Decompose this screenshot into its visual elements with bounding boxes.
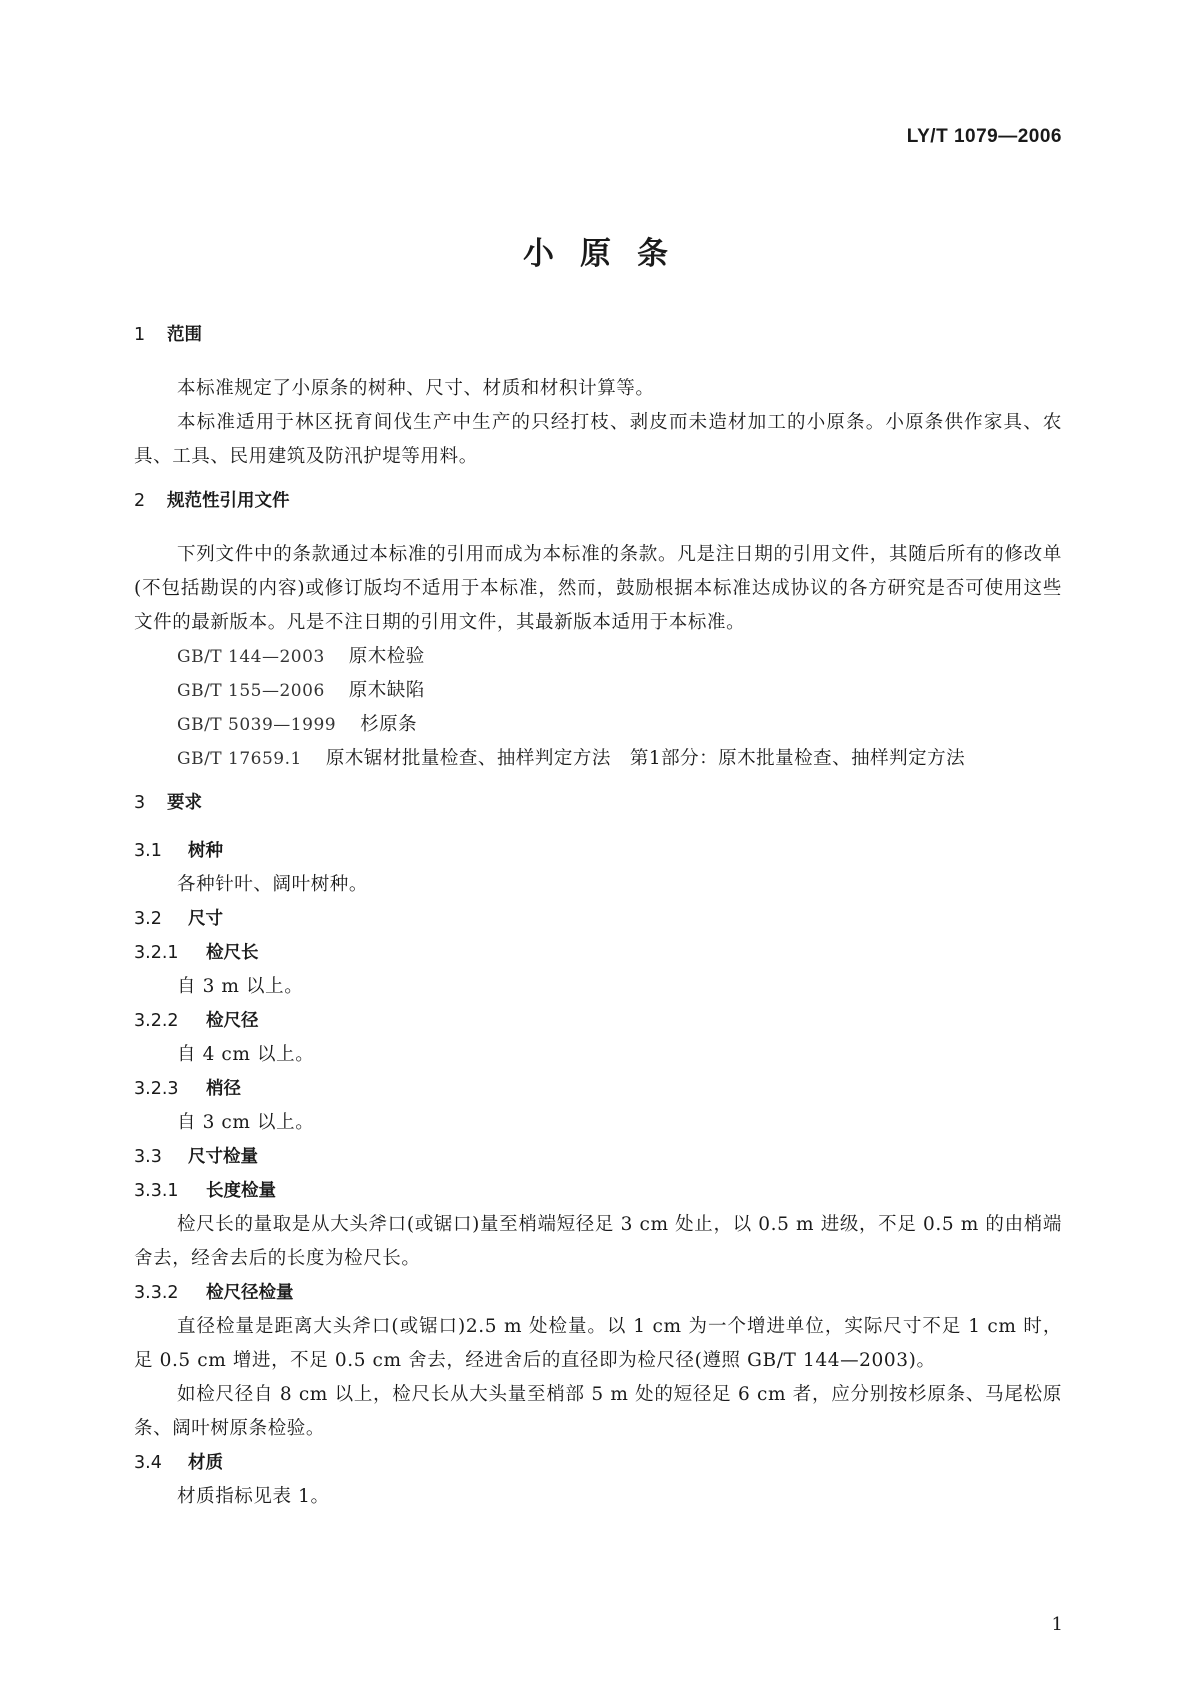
document-title: 小原条 — [523, 236, 694, 272]
paragraph: 下列文件中的条款通过本标准的引用而成为本标准的条款。凡是注日期的引用文件，其随后所有的修改单(不包括勘误的内容)或修订版均不适用于本标准，然而，鼓励根据本标准达成协议的各方研究是否可使用这些文件的最新版本。凡是不注日期的引用文件，其最新版本适用于本标准。 — [134, 544, 1062, 633]
reference-name: 原木锯材批量检查、抽样判定方法 第1部分：原木批量检查、抽样判定方法 — [325, 748, 966, 769]
section-number: 3.2.3 — [134, 1079, 179, 1099]
paragraph: 材质指标见表 1。 — [177, 1486, 330, 1507]
subsection-heading-3-2-3 — [134, 1072, 1062, 1106]
section-number: 3.2.2 — [134, 1011, 179, 1031]
section-number: 3.1 — [134, 841, 162, 861]
subsection-heading-3-3-2 — [134, 1276, 1062, 1310]
paragraph: 本标准适用于林区抚育间伐生产中生产的只经打枝、剥皮而未造材加工的小原条。小原条供作家具、农具、工具、民用建筑及防汛护堤等用料。 — [134, 412, 1062, 467]
section-title: 范围 — [167, 325, 202, 345]
reference-name: 原木缺陷 — [348, 680, 425, 701]
reference-name: 原木检验 — [348, 646, 425, 667]
section-number: 3.4 — [134, 1453, 162, 1473]
standard-code: LY/T 1079—2006 — [906, 126, 1062, 147]
normative-reference — [134, 742, 1062, 776]
subsection-heading-3-3-1 — [134, 1174, 1062, 1208]
subsection-heading-3-1 — [134, 834, 1062, 868]
reference-code: GB/T 5039—1999 — [177, 715, 337, 735]
paragraph: 自 4 cm 以上。 — [177, 1044, 315, 1065]
section-number: 3.2.1 — [134, 943, 179, 963]
reference-code: GB/T 17659.1 — [177, 749, 302, 769]
section-title: 检尺径检量 — [206, 1283, 294, 1303]
paragraph: 各种针叶、阔叶树种。 — [177, 874, 369, 895]
section-title: 材质 — [188, 1453, 223, 1473]
section-number: 3 — [134, 793, 146, 813]
section-title: 梢径 — [206, 1079, 241, 1099]
normative-reference — [134, 708, 1062, 742]
page-number: 1 — [1051, 1614, 1063, 1635]
section-title: 检尺径 — [206, 1011, 259, 1031]
subsection-heading-3-2 — [134, 902, 1062, 936]
section-title: 树种 — [188, 841, 223, 861]
subsection-heading-3-3 — [134, 1140, 1062, 1174]
section-heading-2 — [134, 484, 1062, 518]
normative-reference — [134, 640, 1062, 674]
paragraph: 自 3 cm 以上。 — [177, 1112, 315, 1133]
paragraph: 本标准规定了小原条的树种、尺寸、材质和材积计算等。 — [177, 378, 655, 399]
section-title: 要求 — [167, 793, 202, 813]
reference-code: GB/T 144—2003 — [177, 647, 325, 667]
reference-name: 杉原条 — [360, 714, 418, 735]
paragraph: 自 3 m 以上。 — [177, 976, 304, 997]
paragraph: 如检尺径自 8 cm 以上，检尺长从大头量至梢部 5 m 处的短径足 6 cm 者，应分别按杉原条、马尾松原条、阔叶树原条检验。 — [134, 1384, 1062, 1439]
section-title: 检尺长 — [206, 943, 259, 963]
reference-code: GB/T 155—2006 — [177, 681, 325, 701]
section-heading-3 — [134, 786, 1062, 820]
section-number: 2 — [134, 491, 146, 511]
section-number: 3.2 — [134, 909, 162, 929]
section-number: 1 — [134, 325, 146, 345]
section-heading-1 — [134, 318, 1062, 352]
section-title: 规范性引用文件 — [167, 491, 290, 511]
section-number: 3.3.1 — [134, 1181, 179, 1201]
subsection-heading-3-4 — [134, 1446, 1062, 1480]
normative-reference — [134, 674, 1062, 708]
section-number: 3.3.2 — [134, 1283, 179, 1303]
paragraph: 检尺长的量取是从大头斧口(或锯口)量至梢端短径足 3 cm 处止，以 0.5 m 进级，不足 0.5 m 的由梢端舍去，经舍去后的长度为检尺长。 — [134, 1214, 1062, 1269]
section-number: 3.3 — [134, 1147, 162, 1167]
subsection-heading-3-2-1 — [134, 936, 1062, 970]
document-body — [134, 318, 1062, 1514]
subsection-heading-3-2-2 — [134, 1004, 1062, 1038]
section-title: 长度检量 — [206, 1181, 276, 1201]
section-title: 尺寸检量 — [188, 1147, 258, 1167]
paragraph: 直径检量是距离大头斧口(或锯口)2.5 m 处检量。以 1 cm 为一个增进单位，实际尺寸不足 1 cm 时，足 0.5 cm 增进，不足 0.5 cm 舍去，经进舍后的直径即为检尺径(遵照 GB/T 144—2003)。 — [134, 1316, 1062, 1371]
section-title: 尺寸 — [188, 909, 223, 929]
